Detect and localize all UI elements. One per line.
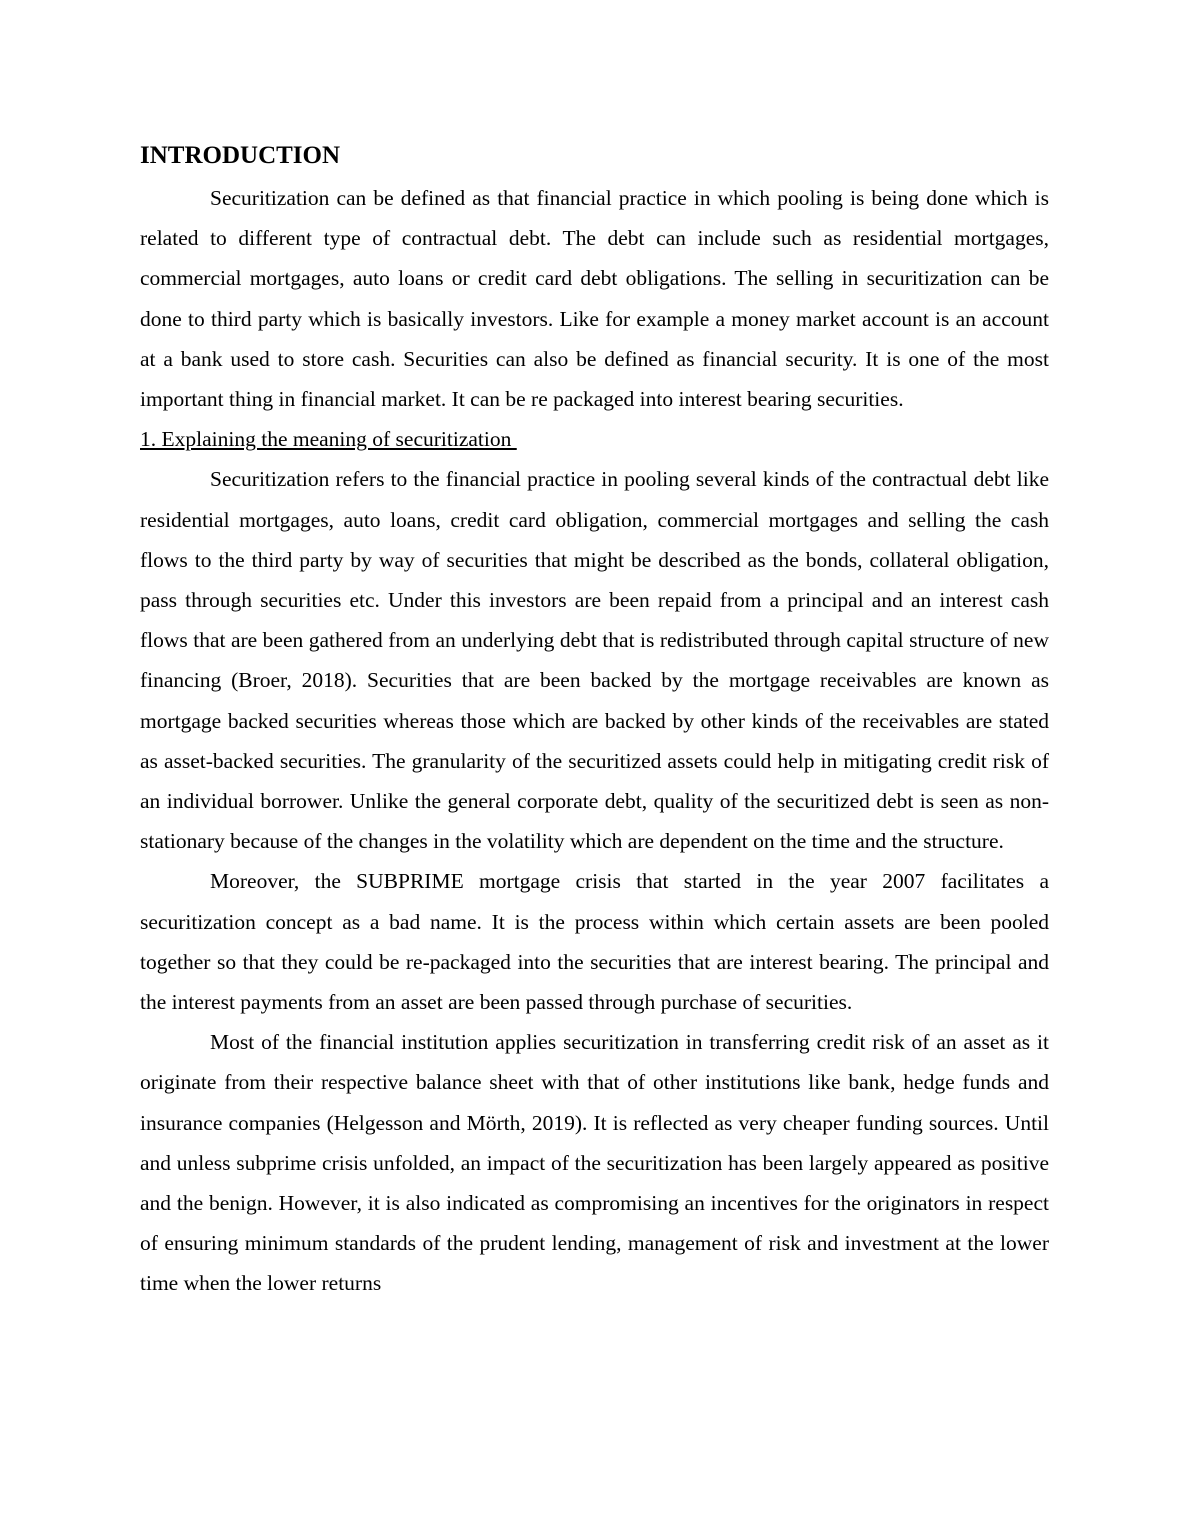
body-paragraph: Moreover, the SUBPRIME mortgage crisis that started in the year 2007 facilitates a securitization concept as a bad name. It is the process within which certain assets are been pooled together so that they could be re-packaged into the securities that are interest bearing. The principal and the interest payments from an asset are been passed through purchase of securities.	[140, 869, 1049, 1015]
document-page	[140, 138, 1049, 1304]
body-paragraph: Most of the financial institution applies securitization in transferring credit risk of an asset as it originate from their respective balance sheet with that of other institutions like bank, hedge funds and insurance companies (Helgesson and Mörth, 2019). It is reflected as very cheaper funding sources. Until and unless subprime crisis unfolded, an impact of the securitization has been largely appeared as positive and the benign. However, it is also indicated as compromising an incentives for the originators in respect of ensuring minimum standards of the prudent lending, management of risk and investment at the lower time when the lower returns	[140, 1030, 1049, 1296]
section-heading: 1. Explaining the meaning of securitization	[140, 427, 517, 452]
intro-paragraph: Securitization can be defined as that financial practice in which pooling is being done which is related to different type of contractual debt. The debt can include such as residential mortgages, commercial mortgages, auto loans or credit card debt obligations. The selling in securitization can be done to third party which is basically investors. Like for example a money market account is an account at a bank used to store cash. Securities can also be defined as financial security. It is one of the most important thing in financial market. It can be re packaged into interest bearing securities.	[140, 186, 1049, 412]
page-title: INTRODUCTION	[140, 142, 341, 169]
body-paragraph: Securitization refers to the financial practice in pooling several kinds of the contractual debt like residential mortgages, auto loans, credit card obligation, commercial mortgages and selling the cash flows to the third party by way of securities that might be described as the bonds, collateral obligation, pass through securities etc. Under this investors are been repaid from a principal and an interest cash flows that are been gathered from an underlying debt that is redistributed through capital structure of new financing (Broer, 2018). Securities that are been backed by the mortgage receivables are known as mortgage backed securities whereas those which are backed by other kinds of the receivables are stated as asset-backed securities. The granularity of the securitized assets could help in mitigating credit risk of an individual borrower. Unlike the general corporate debt, quality of the securitized debt is seen as non-stationary because of the changes in the volatility which are dependent on the time and the structure.	[140, 467, 1049, 854]
